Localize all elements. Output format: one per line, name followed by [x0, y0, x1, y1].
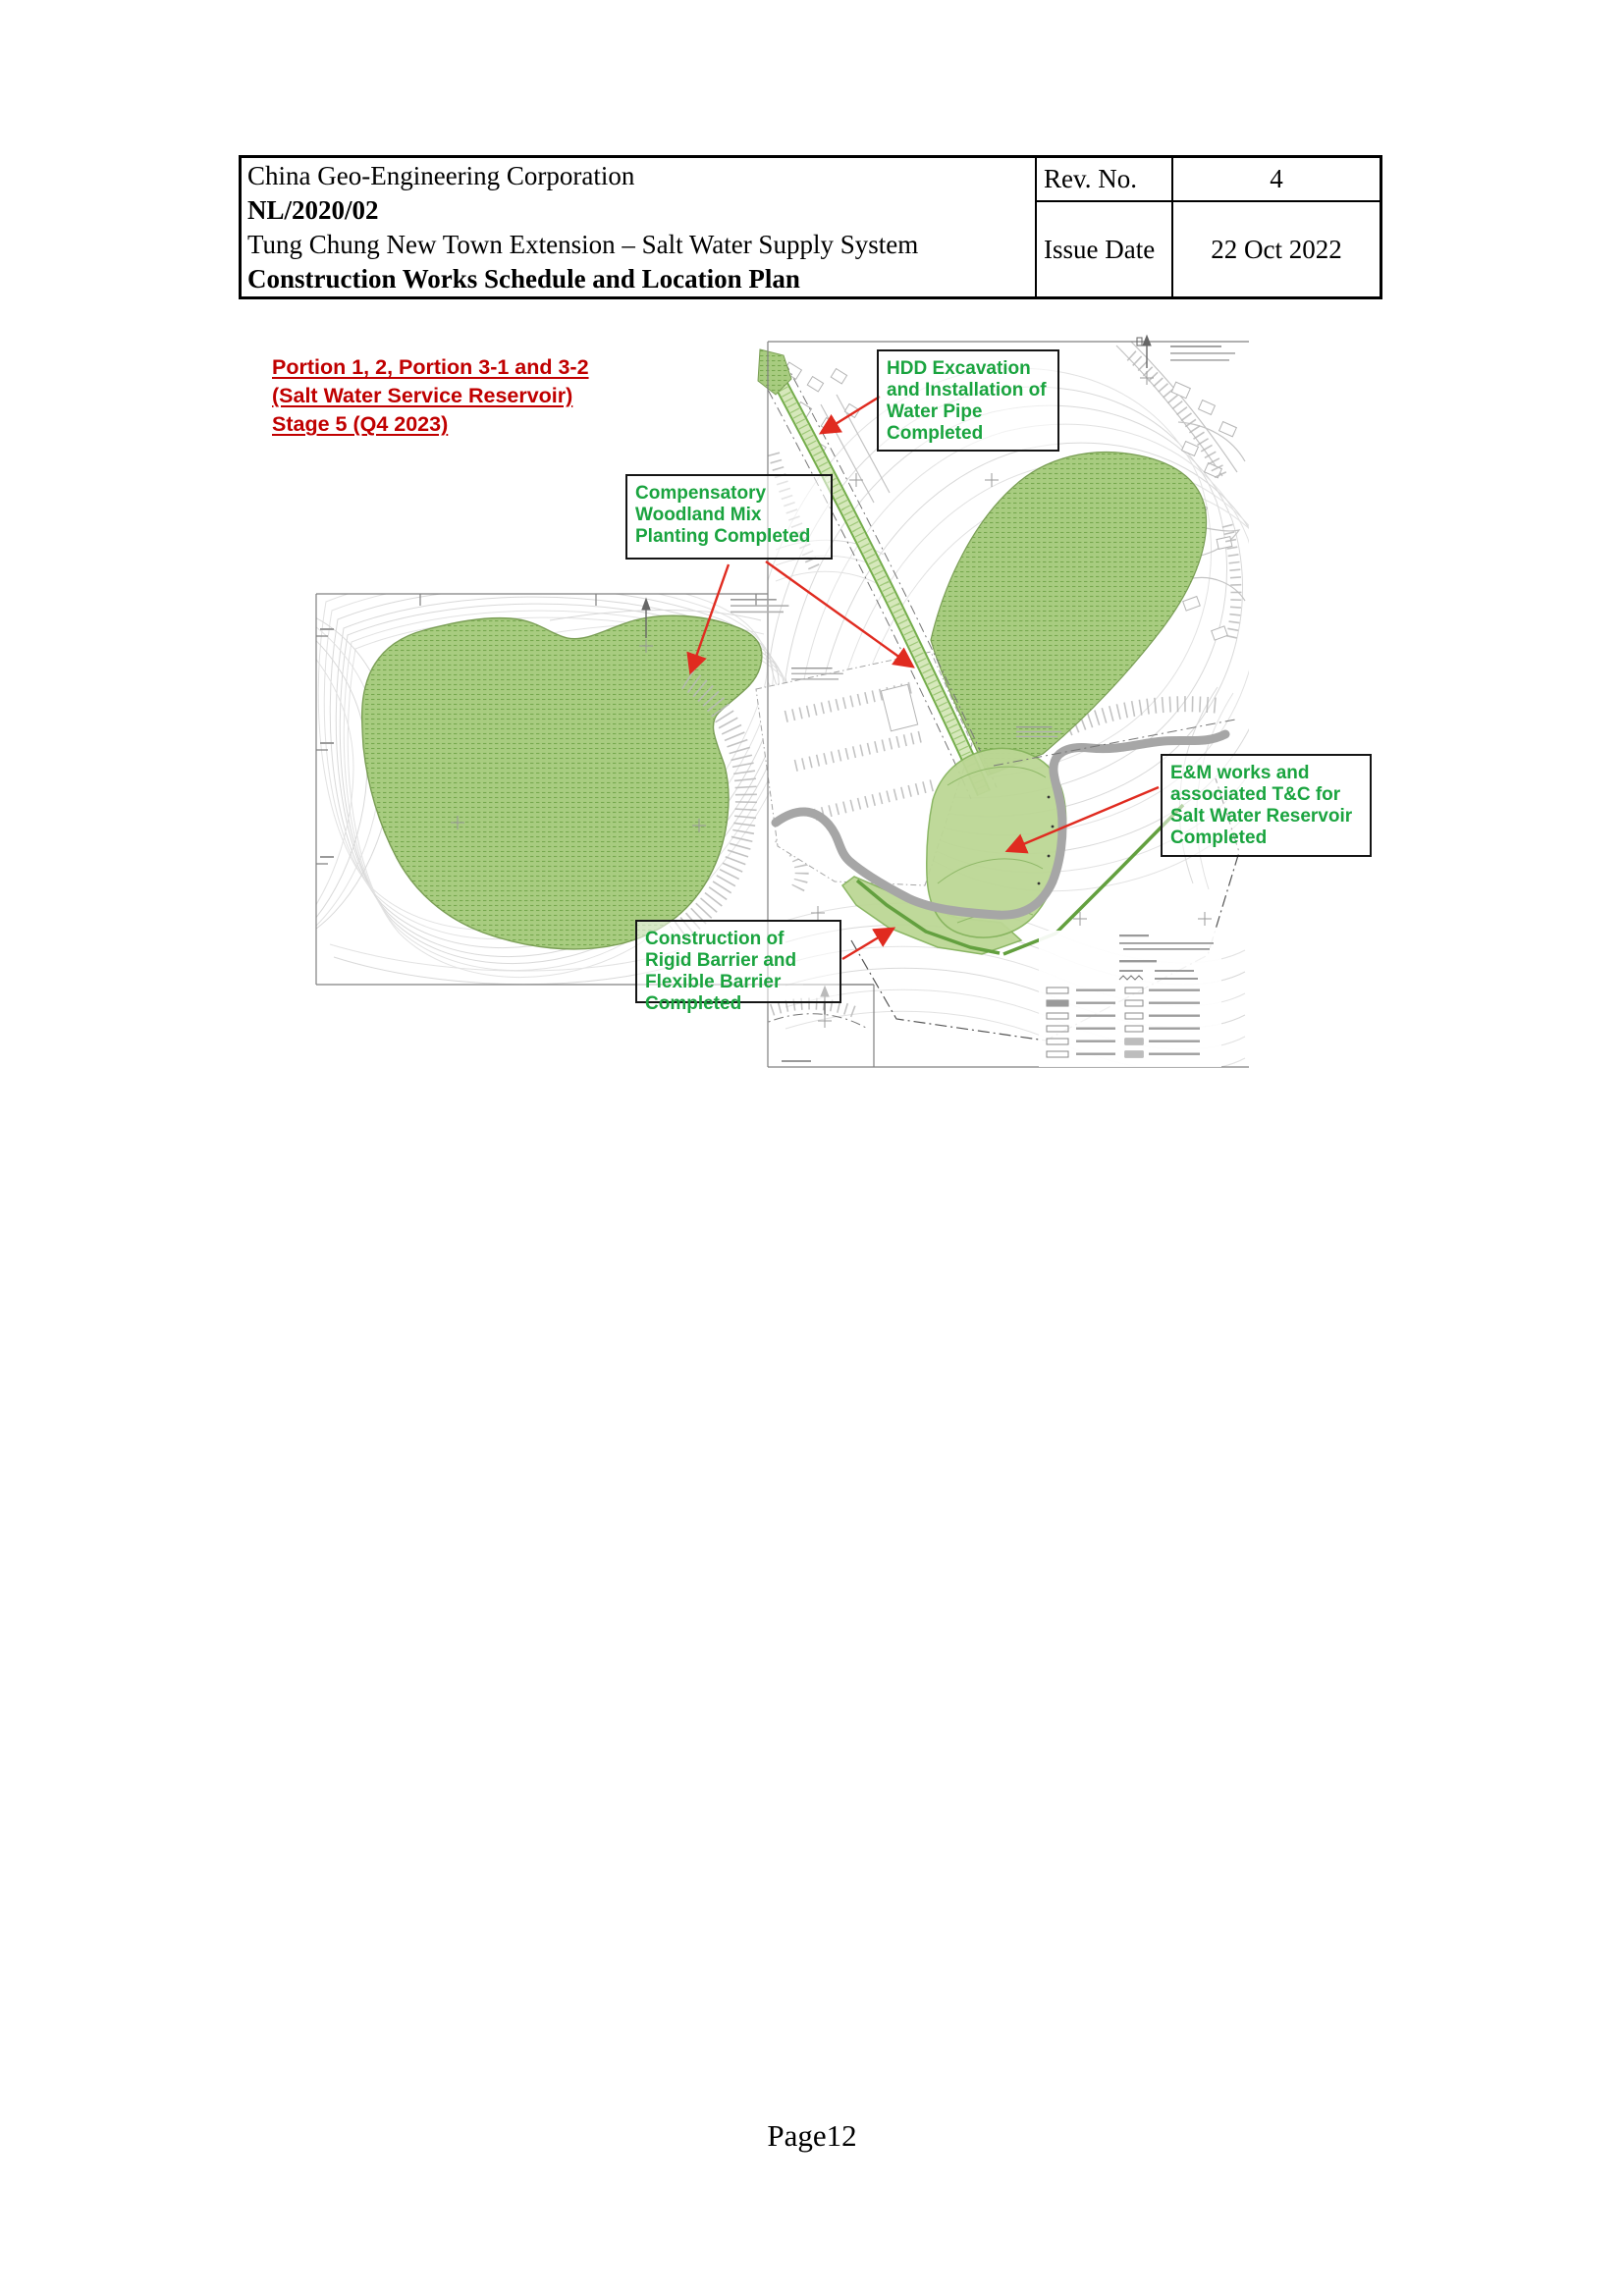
- rev-no-value: 4: [1173, 158, 1380, 202]
- stage-note: [272, 353, 606, 439]
- company-name: China Geo-Engineering Corporation: [247, 161, 635, 190]
- stage-note-line3: Stage 5 (Q4 2023): [272, 412, 449, 436]
- callout-woodland-planting: Compensatory Woodland Mix Planting Completed: [625, 474, 833, 560]
- issue-date-label: Issue Date: [1037, 202, 1173, 296]
- callout-hdd-excavation: HDD Excavation and Installation of Water Pipe Completed: [877, 349, 1059, 452]
- page-number: Page12: [767, 2118, 857, 2153]
- legend-block: [1039, 931, 1221, 1067]
- callout-barrier-works: Construction of Rigid Barrier and Flexible Barrier Completed: [635, 920, 841, 1003]
- document-title: Construction Works Schedule and Location Plan: [247, 264, 800, 294]
- stage-note-line2: (Salt Water Service Reservoir): [272, 384, 573, 407]
- contract-number: NL/2020/02: [247, 195, 379, 225]
- issue-date-value: 22 Oct 2022: [1211, 234, 1342, 264]
- callout-em-works: E&M works and associated T&C for Salt Water Reservoir Completed: [1161, 754, 1372, 857]
- stage-note-line1: Portion 1, 2, Portion 3-1 and 3-2: [272, 355, 589, 379]
- project-title: Tung Chung New Town Extension – Salt Water Supply System: [247, 230, 919, 259]
- rev-no-label: Rev. No.: [1037, 158, 1173, 202]
